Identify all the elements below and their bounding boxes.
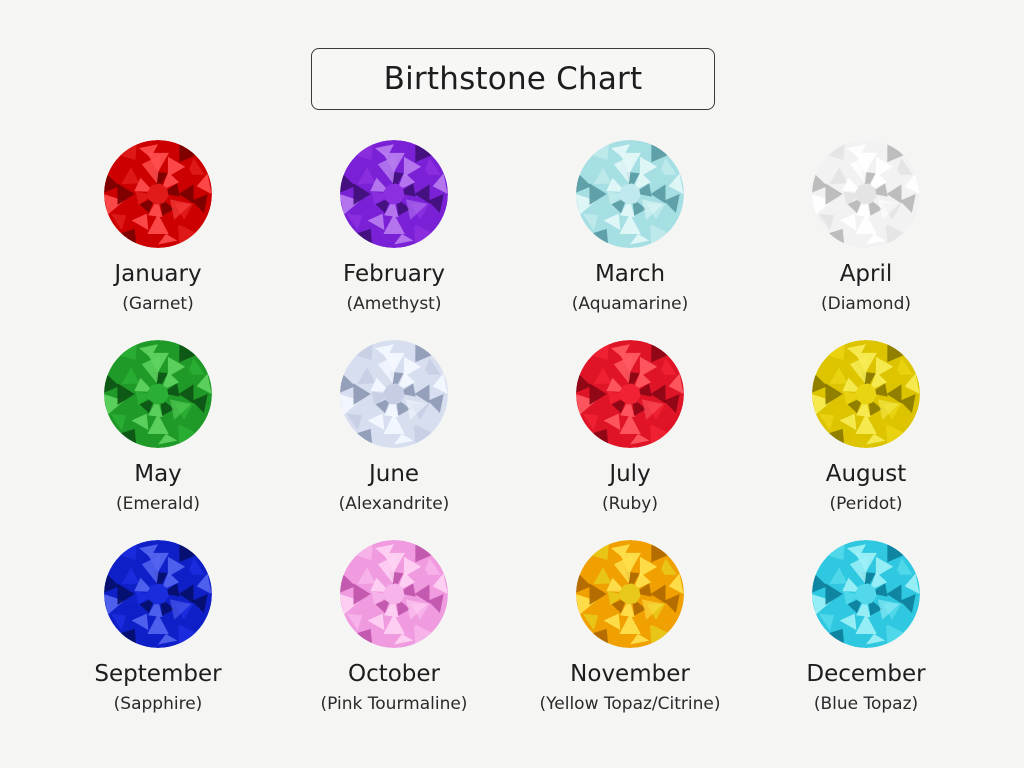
gem-stone-label: (Sapphire): [113, 694, 203, 715]
gem-icon: [576, 540, 684, 648]
gem-icon: [812, 140, 920, 248]
gem-cell[interactable]: [40, 140, 276, 340]
gem-february[interactable]: [340, 140, 448, 248]
gem-month-label: February: [343, 261, 445, 287]
gem-cell[interactable]: [276, 540, 512, 740]
gem-november[interactable]: [576, 540, 684, 648]
gem-stone-label: (Yellow Topaz/Citrine): [539, 694, 721, 715]
birthstone-grid: [40, 140, 984, 740]
gem-march[interactable]: [576, 140, 684, 248]
gem-stone-label: (Garnet): [122, 294, 194, 315]
gem-stone-label: (Emerald): [116, 494, 200, 515]
gem-stone-label: (Pink Tourmaline): [320, 694, 468, 715]
page-title: Birthstone Chart: [383, 61, 643, 97]
gem-icon: [340, 140, 448, 248]
gem-july[interactable]: [576, 340, 684, 448]
gem-icon: [104, 540, 212, 648]
gem-stone-label: (Aquamarine): [571, 294, 689, 315]
gem-stone-label: (Diamond): [820, 294, 912, 315]
gem-stone-label: (Amethyst): [346, 294, 442, 315]
gem-january[interactable]: [104, 140, 212, 248]
gem-icon: [104, 140, 212, 248]
gem-month-label: January: [114, 261, 202, 287]
gem-stone-label: (Blue Topaz): [813, 694, 919, 715]
gem-october[interactable]: [340, 540, 448, 648]
gem-icon: [576, 140, 684, 248]
gem-cell[interactable]: [512, 140, 748, 340]
gem-icon: [104, 340, 212, 448]
gem-month-label: August: [825, 461, 907, 487]
gem-cell[interactable]: [40, 340, 276, 540]
chart-title-box: [311, 48, 715, 110]
gem-stone-label: (Alexandrite): [338, 494, 450, 515]
gem-cell[interactable]: [748, 340, 984, 540]
gem-june[interactable]: [340, 340, 448, 448]
gem-icon: [812, 540, 920, 648]
gem-month-label: April: [839, 261, 893, 287]
gem-month-label: November: [570, 661, 690, 687]
gem-cell[interactable]: [748, 540, 984, 740]
gem-month-label: June: [368, 461, 420, 487]
gem-cell[interactable]: [276, 140, 512, 340]
gem-month-label: October: [347, 661, 441, 687]
gem-month-label: May: [134, 461, 182, 487]
gem-icon: [812, 340, 920, 448]
gem-stone-label: (Ruby): [602, 494, 658, 515]
gem-december[interactable]: [812, 540, 920, 648]
gem-month-label: July: [609, 461, 651, 487]
gem-month-label: March: [594, 261, 666, 287]
gem-cell[interactable]: [512, 340, 748, 540]
gem-august[interactable]: [812, 340, 920, 448]
gem-icon: [340, 540, 448, 648]
gem-stone-label: (Peridot): [829, 494, 903, 515]
gem-cell[interactable]: [40, 540, 276, 740]
gem-icon: [576, 340, 684, 448]
gem-month-label: September: [94, 661, 222, 687]
gem-cell[interactable]: [748, 140, 984, 340]
gem-cell[interactable]: [276, 340, 512, 540]
gem-month-label: December: [806, 661, 926, 687]
gem-may[interactable]: [104, 340, 212, 448]
gem-cell[interactable]: [512, 540, 748, 740]
gem-september[interactable]: [104, 540, 212, 648]
gem-april[interactable]: [812, 140, 920, 248]
gem-icon: [340, 340, 448, 448]
